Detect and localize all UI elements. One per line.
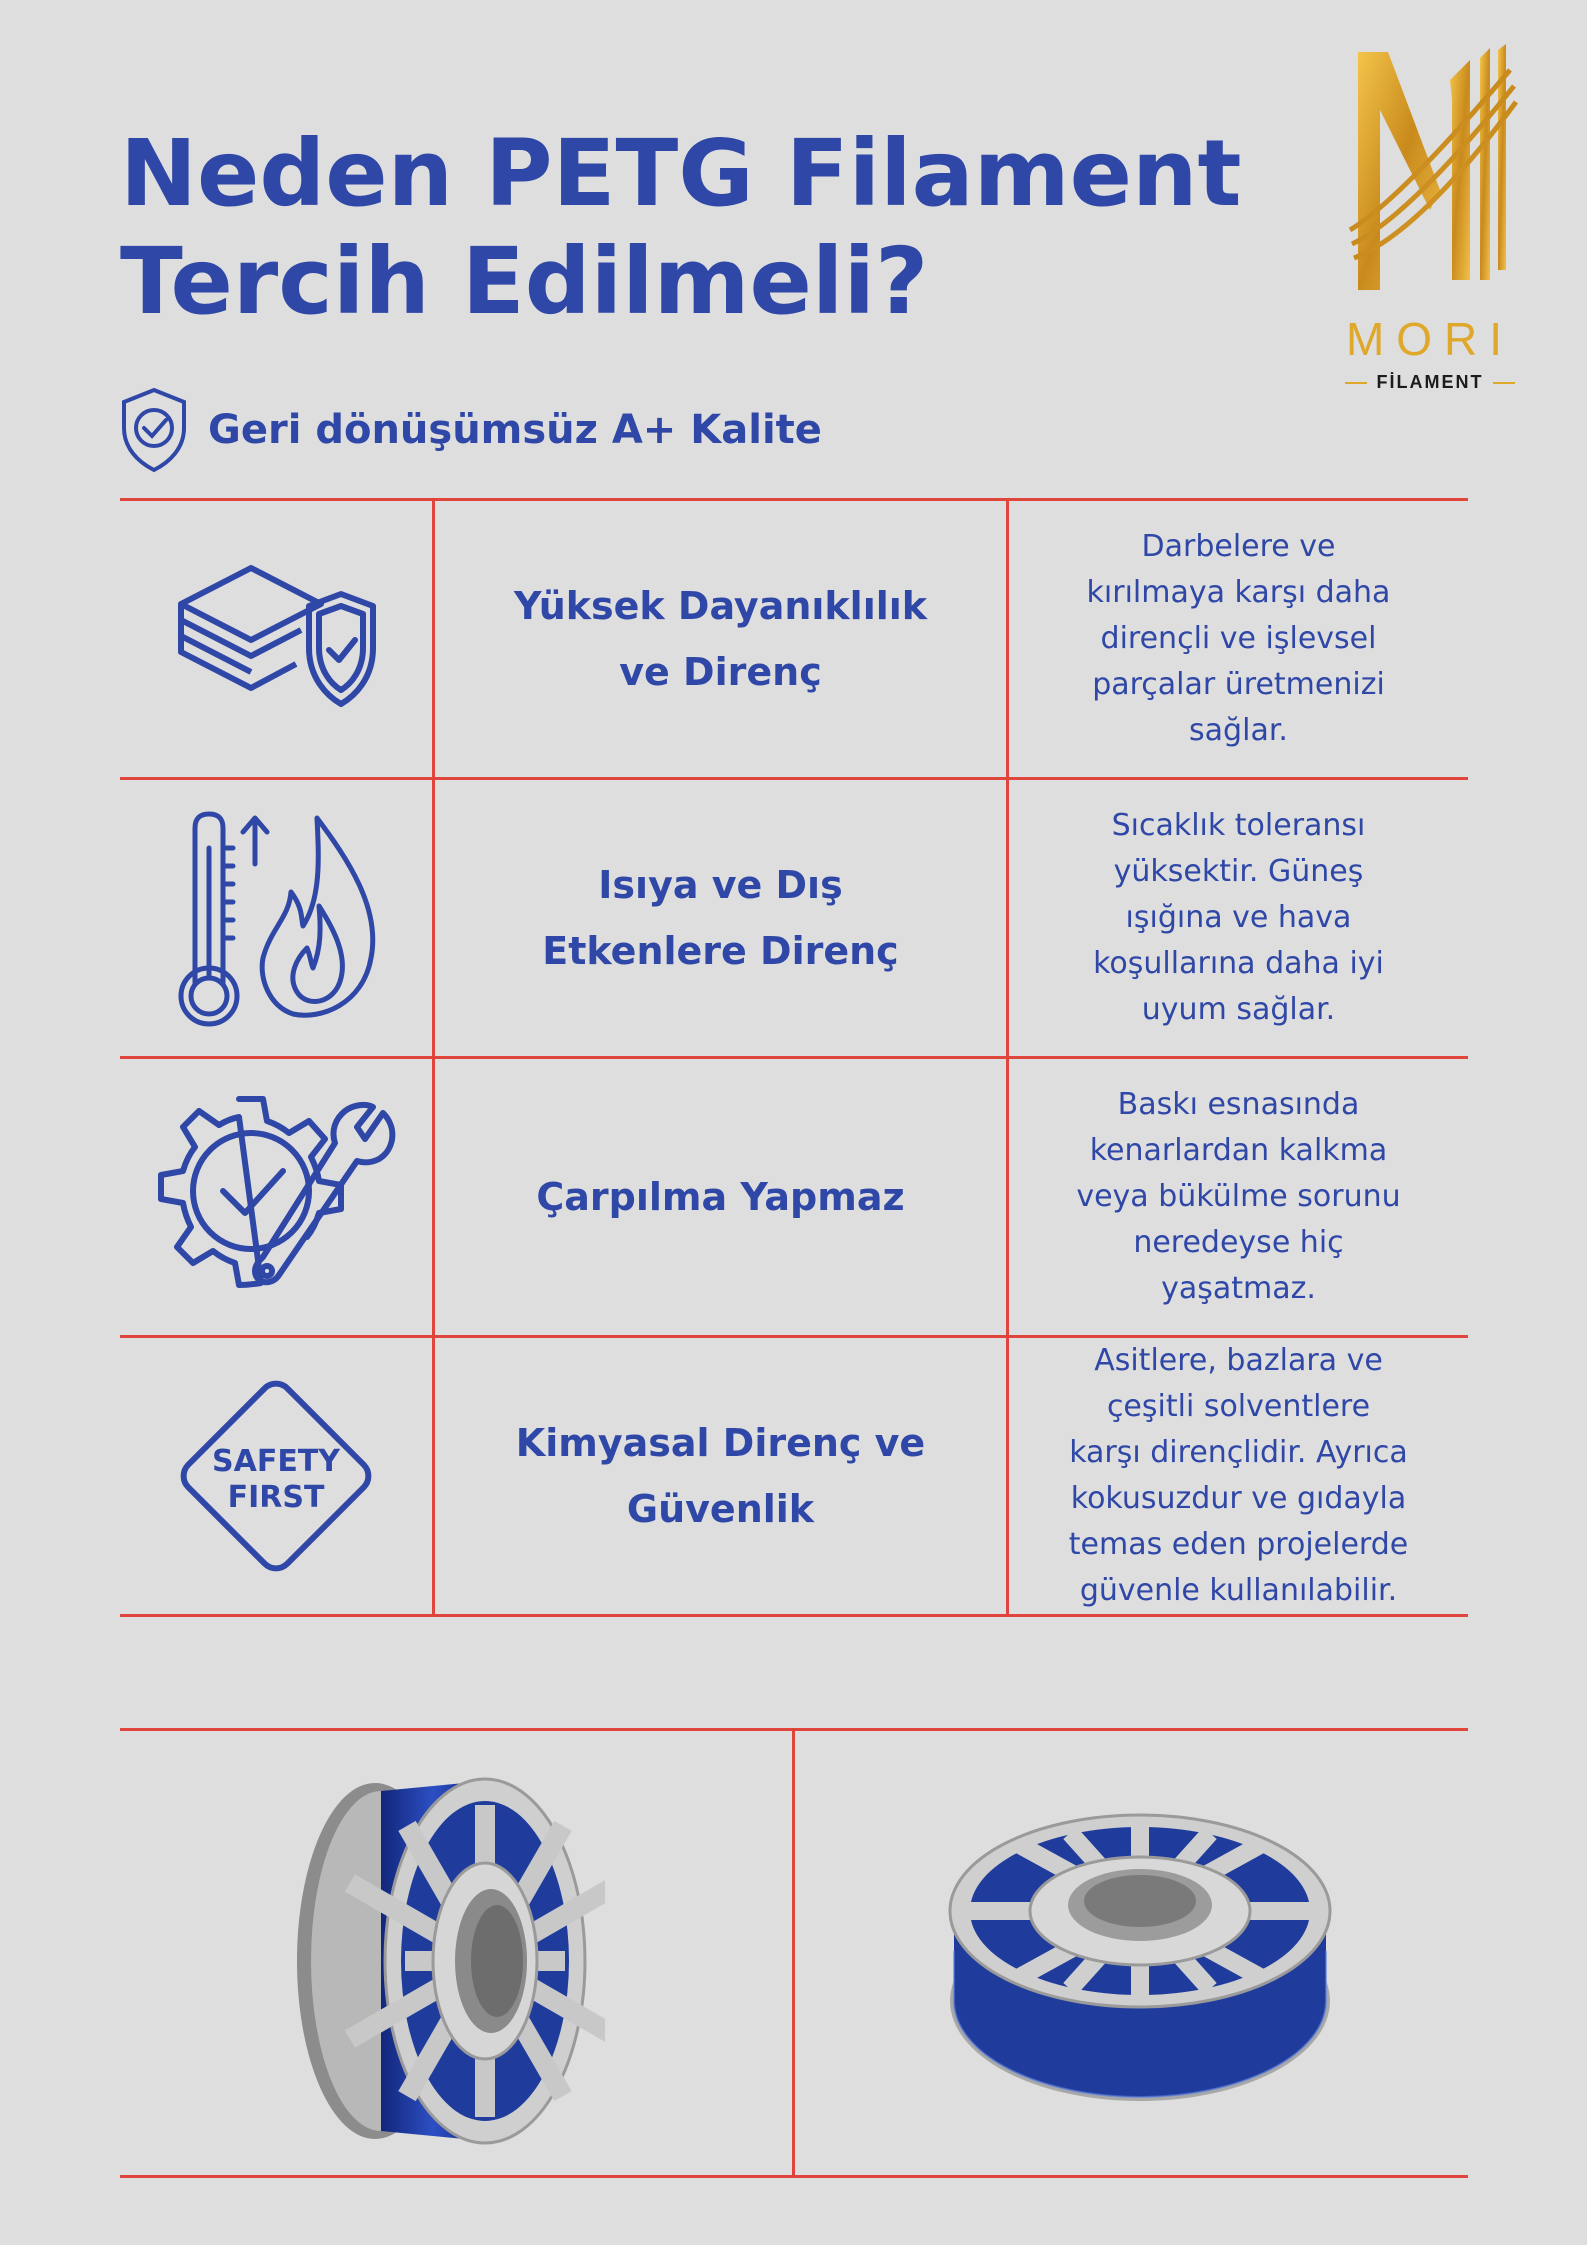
feature-row (120, 498, 1468, 777)
feature-name: Isıya ve Dış Etkenlere Direnç (542, 863, 899, 973)
layers-shield-icon (171, 554, 381, 724)
quality-badge (118, 385, 822, 475)
feature-name: Çarpılma Yapmaz (536, 1175, 905, 1219)
feature-name: Yüksek Dayanıklılık ve Direnç (513, 584, 928, 694)
shield-check-icon (118, 386, 190, 474)
safety-sign-line-2: FIRST (227, 1480, 325, 1515)
feature-description: Asitlere, bazlara ve çeşitli solventlere karşı dirençlidir. Ayrıca kokusuzdur ve gıdayla temas eden projelerde güvenle kullanılabilir. (1068, 1343, 1409, 1608)
mori-m-logo-icon (1340, 40, 1520, 300)
features-table (120, 498, 1468, 1617)
feature-description: Baskı esnasında kenarlardan kalkma veya bükülme sorunu neredeyse hiç yaşatmaz. (1076, 1087, 1401, 1306)
thermometer-flame-icon (171, 808, 381, 1028)
safety-sign-line-1: SAFETY (212, 1444, 340, 1479)
filament-spool-side-image (285, 1761, 605, 2151)
brand-logo (1330, 40, 1530, 392)
feature-name: Kimyasal Direnç ve Güvenlik (515, 1421, 926, 1531)
product-images (120, 1728, 1468, 2178)
feature-row (120, 777, 1468, 1056)
title-line-2: Tercih Edilmeli? (120, 228, 929, 335)
filament-spool-top-image (940, 1801, 1340, 2121)
safety-first-sign-icon (161, 1361, 391, 1591)
feature-row (120, 1335, 1468, 1617)
gear-wrench-check-icon (151, 1087, 401, 1307)
badge-text: Geri dönüşümsüz A+ Kalite (208, 407, 822, 453)
page-title (120, 120, 1241, 336)
feature-row (120, 1056, 1468, 1335)
feature-description: Darbelere ve kırılmaya karşı daha dirençli ve işlevsel parçalar üretmenizi sağlar. (1086, 529, 1391, 748)
logo-brand-text: MORI (1345, 313, 1515, 365)
logo-sub-text: FİLAMENT (1330, 372, 1530, 393)
title-line-1: Neden PETG Filament (120, 120, 1242, 227)
feature-description: Sıcaklık toleransı yüksektir. Güneş ışığına ve hava koşullarına daha iyi uyum sağlar. (1093, 808, 1384, 1027)
